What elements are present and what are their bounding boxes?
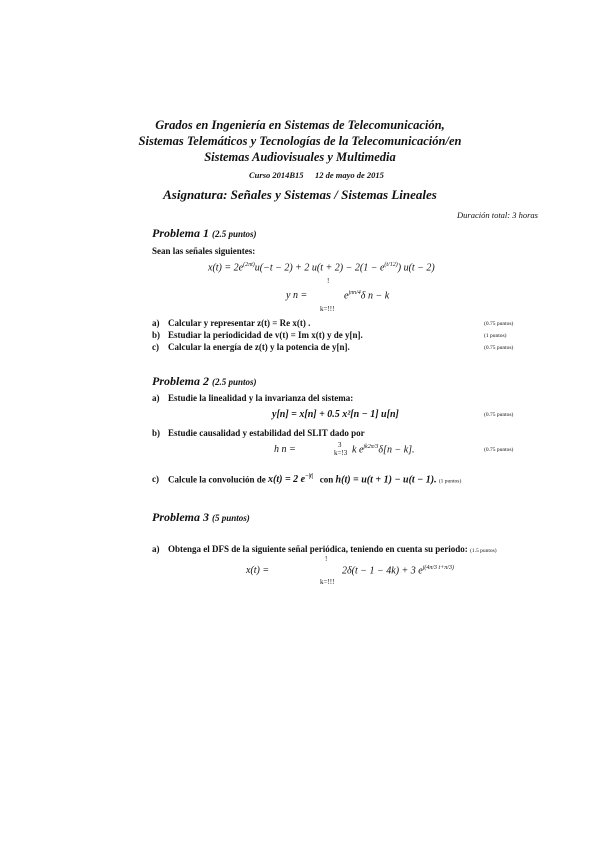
equation-dfs-lhs: x(t) = [246,565,270,576]
equation-dfs-rhs: 2δ(t − 1 − 4k) + 3 $e^{j(4\pi/3 t+\pi/3)}$ [342,565,454,577]
sum-index-3: k=!!! [320,578,335,586]
problem-1-item-c-letter: c) [152,342,159,352]
sum-symbol-3: ! [325,555,328,563]
equation-h-rhs: k $e^{jk2\pi/3}\delta[n - k]$. [352,444,415,456]
duration: Duración total: 3 horas [457,210,538,220]
problem-1-item-b-points: (1 puntos) [484,333,507,339]
problem-3-item-a: Obtenga el DFS de la siguiente señal periódica, teniendo en cuenta su periodo: (1.5 puntos) [168,544,497,554]
problem-1-item-c: Calcular la energía de z(t) y la potencia de y[n]. [168,342,350,352]
equation-system: y[n] = x[n] + 0.5 x²[n − 1] u[n] [272,409,399,420]
problem-2-item-a: Estudie la linealidad y la invarianza del sistema: [168,393,354,403]
problem-1-item-a: Calcular y representar z(t) = Re x(t) . [168,318,311,328]
problem-1-item-b-letter: b) [152,330,161,340]
problem-1-intro: Sean las señales siguientes: [152,246,256,256]
equation-y-rhs: $e^{j\pi n/4}\delta$ n − k [344,290,390,302]
problem-1-title: Problema 1 (2.5 puntos) [152,226,257,240]
header-line-2: Sistemas Telemáticos y Tecnologías de la Telecomunicación/en [138,134,462,148]
problem-3-item-a-letter: a) [152,544,160,554]
subject-title: Asignatura: Señales y Sistemas / Sistemas Lineales [163,187,437,202]
sum-upper: 3 [338,441,342,449]
equation-y-lhs: y n = [286,290,308,301]
equation-h-lhs: h n = [274,444,296,455]
problem-2-item-b: Estudie causalidad y estabilidad del SLIT dado por [168,428,365,438]
equation-x: $x(t) = 2e^{(2\pi t)}u(-t - 2) + 2$ $u(t + 2) - 2(1 - e^{(t/12)})$ u(t − 2) [208,262,435,274]
header-line-3: Sistemas Audiovisuales y Multimedia [204,150,396,164]
sum-index: k=!!! [320,305,335,313]
sum-symbol: ! [327,277,330,285]
problem-1-item-b: Estudiar la periodicidad de v(t) = Im x(t) y de y[n]. [168,330,363,340]
problem-2-item-a-points: (0.75 puntos) [484,412,514,418]
problem-1-item-a-letter: a) [152,318,160,328]
header-line-1: Grados en Ingeniería en Sistemas de Telecomunicación, [155,118,445,132]
problem-1-item-a-points: (0.75 puntos) [484,321,514,327]
course-label: Curso 2014B15 [249,170,304,180]
problem-3-title: Problema 3 (5 puntos) [152,510,250,524]
problem-2-item-b-points: (0.75 puntos) [484,447,514,453]
problem-2-item-c: Calcule la convolución de x(t) = 2 $e^{-|t|}$ con h(t) = u(t + 1) − u(t − 1). (1 puntos) [168,474,462,486]
problem-2-title: Problema 2 (2.5 puntos) [152,374,257,388]
sum-lower: k=!3 [334,449,348,457]
problem-1-item-c-points: (0.75 puntos) [484,345,514,351]
problem-2-item-b-letter: b) [152,428,161,438]
exam-date: 12 de mayo de 2015 [315,170,384,180]
problem-2-item-a-letter: a) [152,393,160,403]
problem-2-item-c-letter: c) [152,474,159,484]
